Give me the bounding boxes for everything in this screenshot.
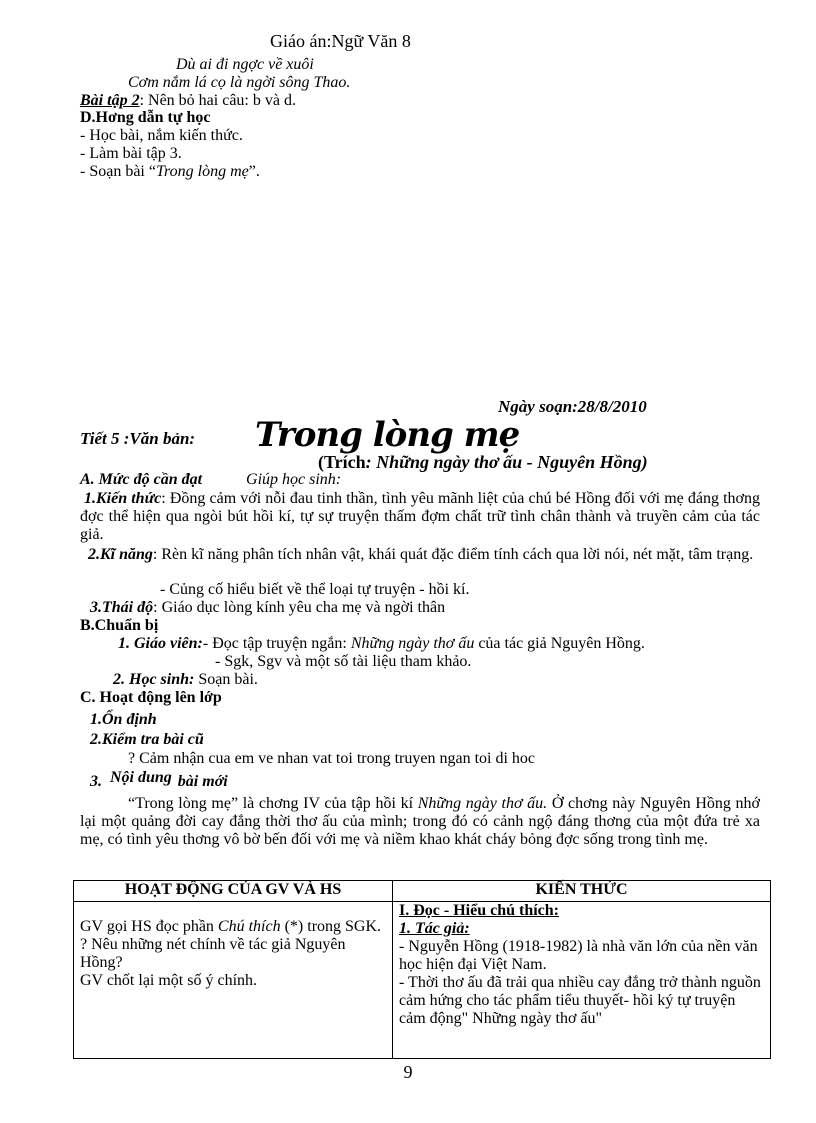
exercise-2-text: : Nên bỏ hai câu: b và d. xyxy=(139,92,296,109)
knowledge-point-1: - Nguyễn Hồng (1918-1982) là nhà văn lớn của nền văn học hiện đại Việt Nam. xyxy=(399,938,758,973)
exercise-2-label: Bài tập 2 xyxy=(80,92,140,109)
activity-1-a: GV gọi HS đọc phần xyxy=(80,918,218,935)
section-d-item-3-title: Trong lòng mẹ xyxy=(155,163,249,180)
attitude-label: 3.Thái độ xyxy=(90,599,154,616)
skills-text: : Rèn kĩ năng phân tích nhân vật, khái quát đặc điểm tính cách qua lời nói, nét mặt, tâm trạng. xyxy=(152,546,754,563)
knowledge-subheading: 1. Tác giả: xyxy=(399,920,470,937)
knowledge-text: : Đồng cảm với nỗi đau tinh thần, tình yêu mãnh liệt của chú bé Hồng đối với mẹ đáng thơng đợc thể hiện qua ngòi bút hồi kí, tự sự truyện thấm đợm chất trữ tình chân thành và truyền cảm của tác giả. xyxy=(80,490,760,543)
step-3 xyxy=(90,769,228,791)
knowledge-paragraph xyxy=(80,490,760,544)
teacher-prep-2: - Sgk, Sgv và một số tài liệu tham khảo. xyxy=(215,653,472,670)
intro-text-1: “Trong lòng mẹ” là chơng IV của tập hồi kí xyxy=(128,795,418,812)
section-a-heading xyxy=(80,472,341,489)
step-3-number: 3. xyxy=(90,773,102,790)
exercise-2 xyxy=(80,93,296,110)
verse-line-1: Dù ai đi ngợc về xuôi xyxy=(176,56,314,73)
section-a-title: A. Mức độ cần đạt xyxy=(80,471,203,488)
student-label: 2. Học sinh: xyxy=(113,671,195,688)
student-prep xyxy=(113,672,258,689)
step-1: 1.Ổn định xyxy=(90,711,157,728)
skills-extra: - Củng cố hiểu biết về thể loại tự truyện - hồi kí. xyxy=(160,581,470,598)
section-b-heading: B.Chuẩn bị xyxy=(80,617,159,634)
section-d-item-3-suffix: ”. xyxy=(248,163,260,180)
subtitle-source: : Những ngày thơ ấu - Nguyên Hồng) xyxy=(365,452,648,472)
table-row xyxy=(74,902,771,1059)
verse-line-2: Cơm nắm lá cọ là ngời sông Thao. xyxy=(128,74,351,91)
lesson-table xyxy=(73,880,771,1059)
knowledge-point-2: - Thời thơ ấu đã trải qua nhiều cay đắng trở thành nguồn cảm hứng cho tác phẩm tiểu thuyết- hồi ký tự truyện cảm động" Những ngày thơ ấu" xyxy=(399,974,761,1027)
lesson-subtitle xyxy=(318,453,648,472)
intro-text-2: Ở chơng này Nguyên Hồng nhớ lại một quảng đời cay đắng thời thơ ấu của mình; trong đó có cảnh ngộ đáng thơng của một đứa trẻ xa mẹ, có tình yêu thơng vô bờ bến đối với mẹ và niềm khao khát cháy bỏng đợc sống trong tình mẹ. xyxy=(80,795,761,848)
knowledge-label: 1.Kiến thức xyxy=(84,490,162,507)
activity-3: GV chốt lại một số ý chính. xyxy=(80,972,258,989)
page-number: 9 xyxy=(403,1062,413,1082)
attitude-line xyxy=(90,600,445,617)
teacher-prep xyxy=(118,636,645,653)
intro-paragraph xyxy=(80,795,760,849)
section-d-item-2: - Làm bài tập 3. xyxy=(80,145,182,162)
knowledge-heading: I. Đọc - Hiểu chú thích: xyxy=(399,902,559,919)
skills-paragraph xyxy=(80,546,760,564)
teacher-label: 1. Giáo viên: xyxy=(118,635,203,652)
lesson-title: Trong lòng mẹ xyxy=(255,415,520,455)
intro-italic: Những ngày thơ ấu. xyxy=(417,795,548,812)
section-a-subtitle: Giúp học sinh: xyxy=(246,471,342,488)
section-d-heading: D.Hơng dẫn tự học xyxy=(80,109,211,126)
student-text: Soạn bài. xyxy=(194,671,258,688)
teacher-text-italic: Những ngày thơ ấu xyxy=(350,635,475,652)
table-header-knowledge: KIẾN THỨC xyxy=(393,881,771,902)
teacher-text-2: của tác giả Nguyên Hồng. xyxy=(474,635,645,652)
section-c-heading: C. Hoạt động lên lớp xyxy=(80,689,222,706)
lesson-number: Tiết 5 :Văn bản: xyxy=(80,429,196,448)
section-d-item-3-prefix: - Soạn bài “ xyxy=(80,163,156,180)
table-header-activities: HOẠT ĐỘNG CỦA GV VÀ HS xyxy=(74,881,393,902)
activity-1-italic: Chú thích xyxy=(217,918,281,935)
activity-1-b: (*) trong SGK. xyxy=(280,918,382,935)
step-2: 2.Kiểm tra bài cũ xyxy=(90,731,204,748)
prep-date: Ngày soạn:28/8/2010 xyxy=(498,397,647,416)
table-header-row xyxy=(74,881,771,902)
section-d-item-1: - Học bài, nắm kiến thức. xyxy=(80,127,243,144)
activity-2: ? Nêu những nét chính về tác giả Nguyên Hồng? xyxy=(80,936,346,971)
document-header: Giáo án:Ngữ Văn 8 xyxy=(270,31,411,51)
attitude-text: : Giáo dục lòng kính yêu cha mẹ và ngời thân xyxy=(153,599,446,616)
review-question: ? Cảm nhận cua em ve nhan vat toi trong truyen ngan toi di hoc xyxy=(128,750,535,767)
section-d-item-3 xyxy=(80,164,260,181)
teacher-text-1: - Đọc tập truyện ngắn: xyxy=(202,635,351,652)
skills-label: 2.Kĩ năng xyxy=(88,546,153,563)
knowledge-cell xyxy=(393,902,771,1059)
activity-1 xyxy=(80,918,386,936)
subtitle-trich: (Trích xyxy=(318,452,366,472)
step-3-label-b: bài mới xyxy=(177,773,228,790)
activities-cell xyxy=(74,902,393,1059)
step-3-label-a: Nội dung xyxy=(110,769,172,786)
